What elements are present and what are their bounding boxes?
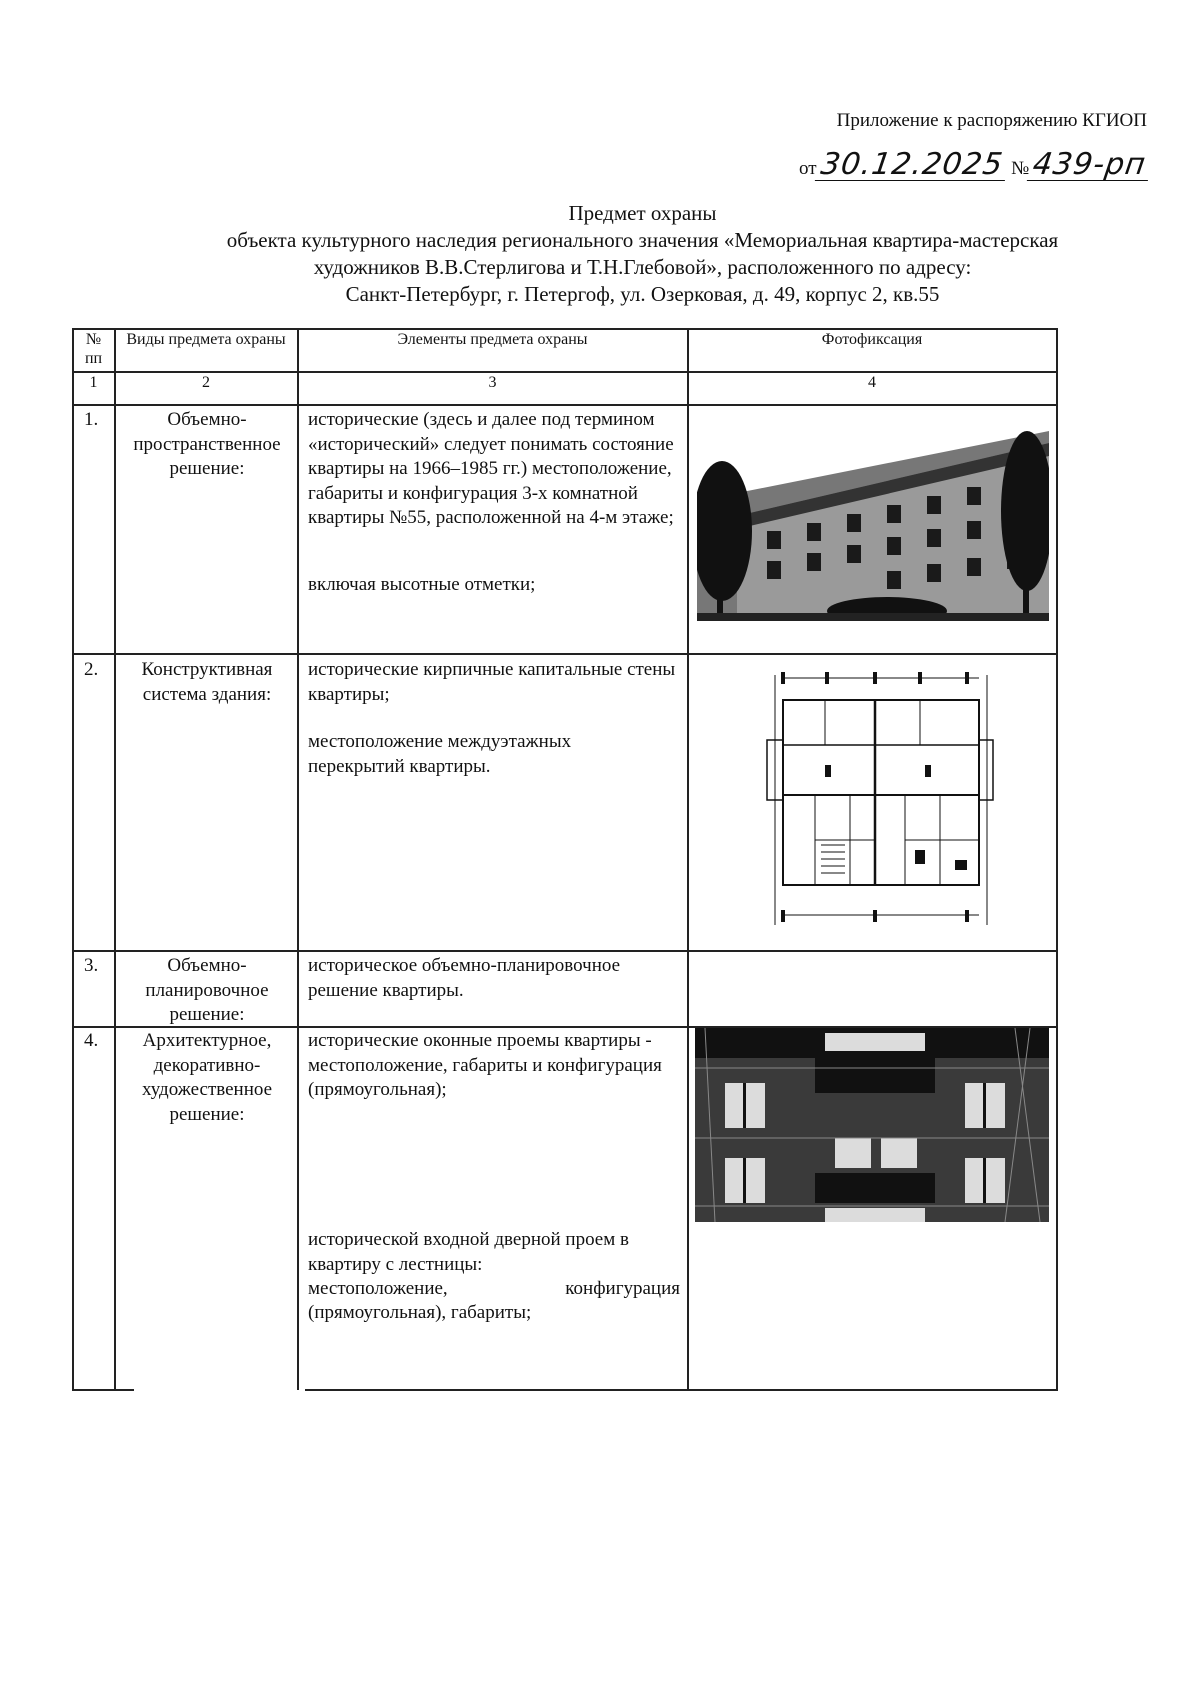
row-4-element-3-right: конфигурация — [565, 1278, 680, 1299]
title-line-4: Санкт-Петербург, г. Петергоф, ул. Озерковая, д. 49, корпус 2, кв.55 — [345, 282, 940, 306]
header-col-elements: Элементы предмета охраны — [397, 331, 588, 348]
row-4-element-3-left: местоположение, — [308, 1278, 448, 1299]
table-border-right — [1056, 328, 1058, 1390]
table-col-divider — [687, 328, 689, 1390]
title-line-3: художников В.В.Стерлигова и Т.Н.Глебовой», расположенного по адресу: — [313, 255, 972, 279]
table-border-bottom — [305, 1389, 1058, 1391]
header-num-abbr: пп — [84, 350, 103, 367]
handwritten-order-number: 439-рп — [1027, 150, 1152, 181]
row-1-number: 1. — [84, 409, 99, 430]
date-prefix: от — [799, 158, 817, 179]
col-number-4: 4 — [868, 374, 876, 391]
appendix-caption: Приложение к распоряжению КГИОП — [836, 110, 1147, 131]
header-col-number — [73, 330, 114, 368]
handwritten-date: 30.12.2025 — [814, 150, 1008, 181]
number-prefix: № — [1011, 158, 1030, 179]
floor-plan-drawing — [755, 670, 995, 925]
header-num-sign: № — [85, 331, 102, 348]
title-line-1: Предмет охраны — [568, 201, 717, 225]
windows-facade-photo — [695, 1028, 1049, 1222]
order-date-line — [799, 147, 1150, 182]
table-rule — [72, 404, 1058, 406]
row-2-number: 2. — [84, 659, 99, 680]
row-3-kind: Объемно-планировочное решение: — [145, 955, 269, 1025]
building-facade-photo — [697, 421, 1049, 621]
row-4-element-1: исторические оконные проемы квартиры - местоположение, габариты и конфигурация (прямоугольная); — [308, 1030, 662, 1100]
row-3-element-1: историческое объемно-планировочное решение квартиры. — [308, 955, 621, 1001]
title-line-2: объекта культурного наследия регионального значения «Мемориальная квартира-мастерская — [226, 228, 1059, 252]
table-rule — [72, 950, 1058, 952]
table-rule — [72, 653, 1058, 655]
row-1-element-1: исторические (здесь и далее под термином «исторический» следует понимать состояние квартиры на 1966–1985 гг.) местоположение, габариты и конфигурация 3-х комнатной квартиры №55, расположенной на 4-м этаже; — [308, 409, 674, 528]
row-4-number: 4. — [84, 1030, 99, 1051]
table-border-left — [72, 328, 74, 1390]
row-2-element-1: исторические кирпичные капитальные стены квартиры; — [308, 659, 676, 705]
row-4-element-2: исторической входной дверной проем в квартиру с лестницы: — [308, 1229, 629, 1275]
row-3-number: 3. — [84, 955, 99, 976]
document-title — [100, 200, 1185, 308]
col-number-1: 1 — [89, 374, 98, 391]
row-4-element-4: (прямоугольная), габариты; — [308, 1302, 532, 1323]
col-number-2: 2 — [202, 374, 210, 391]
row-1-element-2: включая высотные отметки; — [308, 574, 536, 595]
header-col-kind: Виды предмета охраны — [126, 331, 286, 348]
table-col-divider — [114, 328, 116, 1390]
row-2-element-2: местоположение междуэтажных перекрытий квартиры. — [308, 731, 572, 777]
table-col-divider — [297, 328, 299, 1390]
row-1-kind: Объемно-пространственное решение: — [133, 409, 281, 479]
row-4-kind: Архитектурное, декоративно-художественное решение: — [141, 1030, 273, 1125]
header-col-photo: Фотофиксация — [821, 331, 923, 348]
row-4-element-3 — [308, 1277, 680, 1302]
table-border-bottom — [72, 1389, 134, 1391]
col-number-3: 3 — [488, 374, 497, 391]
row-2-kind: Конструктивная система здания: — [141, 659, 273, 705]
